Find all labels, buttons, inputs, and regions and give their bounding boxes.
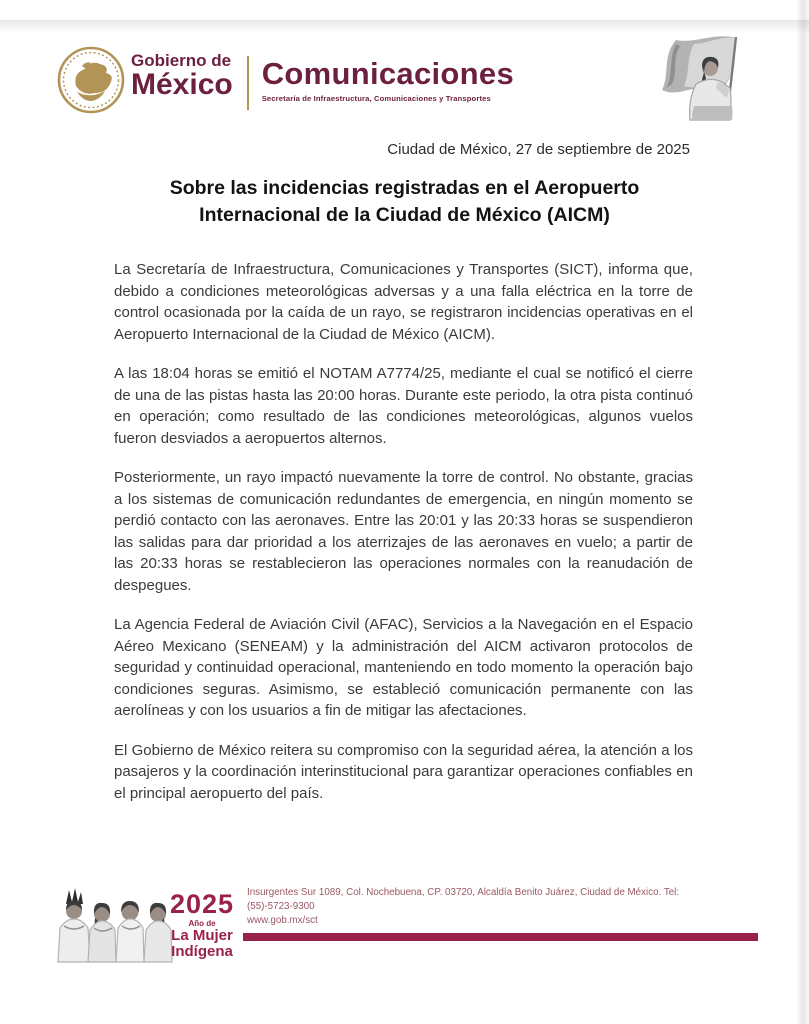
- footer-contact: [247, 886, 717, 928]
- logo-divider: [247, 56, 249, 110]
- footer-address: Insurgentes Sur 1089, Col. Nochebuena, CP. 03720, Alcaldía Benito Juárez, Ciudad de México. Tel: (55)-5723-9300: [247, 887, 680, 912]
- paragraph-3: Posteriormente, un rayo impactó nuevamente la torre de control. No obstante, gracias a los sistemas de comunicación redundantes de emergencia, en ningún momento se perdió contacto con las aeronaves. Entre las 20:01 y las 20:33 horas se suspendieron las salidas para dar prioridad a los aterrizajes de las aeronaves en vuelo; a partir de las 20:33 horas se restablecieron las operaciones normales con la reanudación de despegues.: [114, 469, 693, 594]
- wordmark-line1: Gobierno de: [131, 51, 232, 70]
- footer-website: www.gob.mx/sct: [247, 915, 318, 926]
- paragraph-1: La Secretaría de Infraestructura, Comunicaciones y Transportes (SICT), informa que, debido a condiciones meteorológicas adversas y a una falla eléctrica en la torre de control ocasionada por la caída de un rayo, se registraron incidencias operativas en el Aeropuerto Internacional de la Ciudad de México (AICM).: [114, 261, 693, 343]
- footer-accent-bar: [243, 933, 758, 941]
- campaign-name-line2: Indígena: [171, 943, 233, 960]
- document-body: [114, 259, 693, 822]
- dateline: Ciudad de México, 27 de septiembre de 2025: [387, 141, 690, 158]
- campaign-year-logo: [170, 891, 234, 960]
- scan-edge-shadow: [796, 0, 809, 1024]
- paragraph-2: A las 18:04 horas se emitió el NOTAM A7774/25, mediante el cual se notificó el cierre de una de las pistas hasta las 20:00 horas. Durante este periodo, la otra pista continuó en operación; como resultado de las condiciones meteorológicas, algunos vuelos fueron desviados a aeropuertos alternos.: [114, 365, 693, 447]
- gobierno-de-mexico-wordmark: [131, 52, 233, 100]
- agency-name: Comunicaciones: [261, 56, 514, 91]
- woman-with-flag-illustration: [650, 28, 758, 135]
- agency-block: [262, 58, 514, 103]
- campaign-year: 2025: [170, 889, 235, 919]
- page-title: Sobre las incidencias registradas en el Aeropuerto Internacional de la Ciudad de México (AICM): [169, 177, 640, 226]
- agency-subtitle: Secretaría de Infraestructura, Comunicaciones y Transportes: [261, 94, 491, 103]
- wordmark-line2: México: [131, 67, 233, 101]
- mexico-eagle-seal-icon: [56, 44, 126, 116]
- paragraph-4: La Agencia Federal de Aviación Civil (AFAC), Servicios a la Navegación en el Espacio Aéreo Mexicano (SENEAM) y la administración del AICM activaron protocolos de seguridad y continuidad operacional, manteniendo en todo momento la operación bajo condiciones seguras. Asimismo, se estableció comunicación permanente con las aerolíneas y con los usuarios a fin de mitigar las afectaciones.: [114, 616, 693, 719]
- four-indigenous-women-illustration: [52, 884, 178, 964]
- campaign-name-line1: La Mujer: [171, 927, 233, 944]
- government-logo: [56, 44, 514, 116]
- paragraph-5: El Gobierno de México reitera su compromiso con la seguridad aérea, la atención a los pasajeros y la coordinación interinstitucional para garantizar operaciones confiables en el principal aeropuerto del país.: [114, 741, 693, 802]
- campaign-year-caption: Año de: [188, 919, 216, 928]
